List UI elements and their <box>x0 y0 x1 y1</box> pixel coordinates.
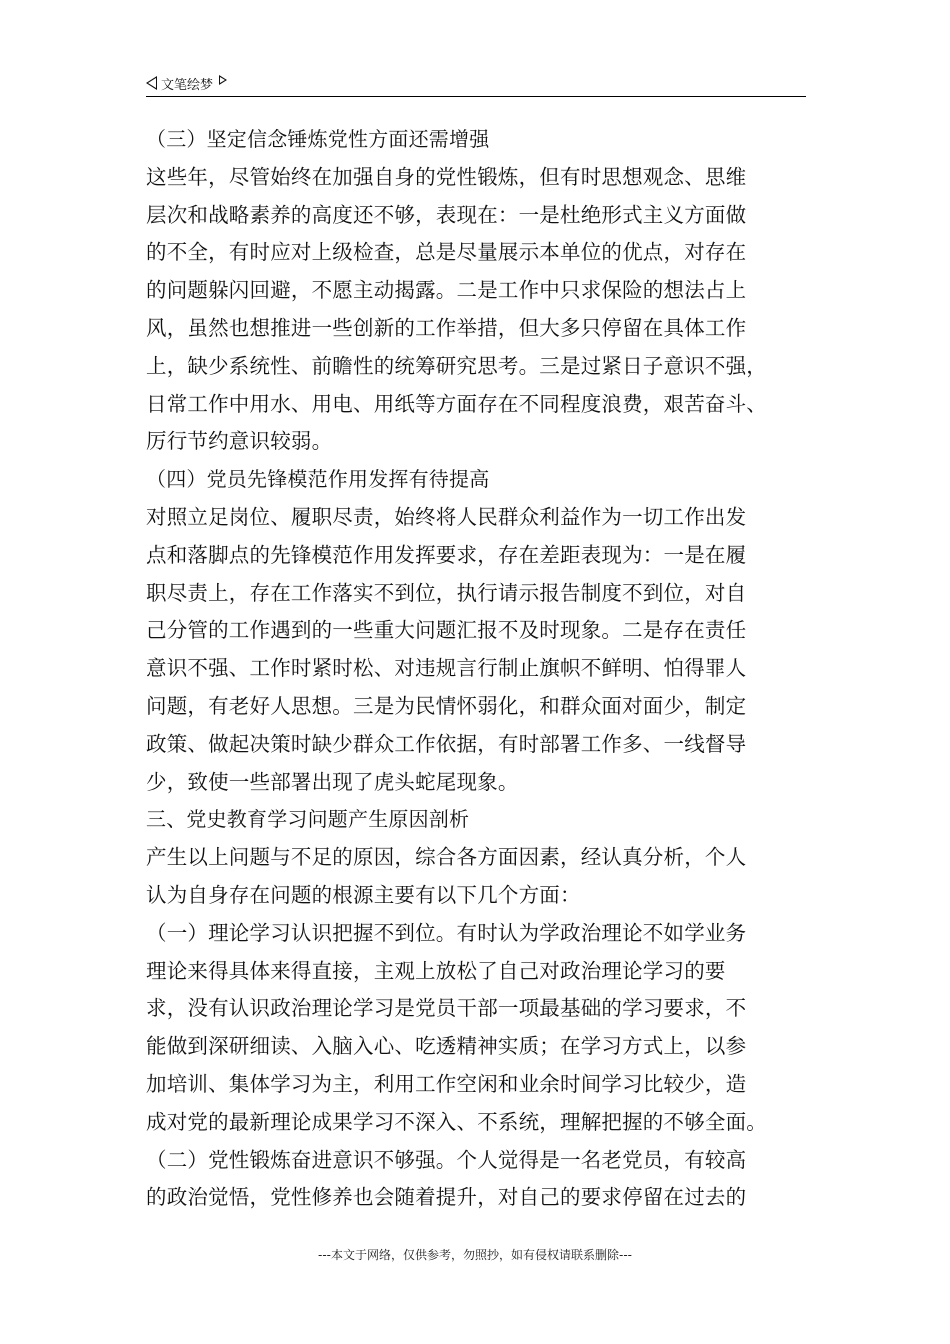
paragraph-line: 产生以上问题与不足的原因，综合各方面因素，经认真分析，个人 <box>146 845 747 870</box>
paragraph-line: 求，没有认识政治理论学习是党员干部一项最基础的学习要求，不 <box>146 996 747 1021</box>
footer-notice: ---本文于网络，仅供参考，勿照抄，如有侵权请联系删除--- <box>318 1248 632 1262</box>
paragraph-line: 理论来得具体来得直接，主观上放松了自己对政治理论学习的要 <box>146 958 726 983</box>
paragraph-line: （二）党性锻炼奋进意识不够强。个人觉得是一名老党员，有较高 <box>146 1147 747 1172</box>
brand-name: 文笔绘梦 <box>161 77 214 93</box>
paragraph-line: 的不全，有时应对上级检查，总是尽量展示本单位的优点，对存在 <box>146 240 747 265</box>
paragraph-line: 上，缺少系统性、前瞻性的统筹研究思考。三是过紧日子意识不强， <box>146 353 767 378</box>
document-body <box>146 121 826 1217</box>
paragraph-line: 点和落脚点的先锋模范作用发挥要求，存在差距表现为：一是在履 <box>146 542 747 567</box>
paragraph-line: 的问题躲闪回避，不愿主动揭露。二是工作中只求保险的想法占上 <box>146 278 747 303</box>
section-heading: （三）坚定信念锤炼党性方面还需增强 <box>146 127 490 151</box>
paragraph-line: 少，致使一些部署出现了虎头蛇尾现象。 <box>146 769 519 794</box>
paragraph-line: 意识不强、工作时紧时松、对违规言行制止旗帜不鲜明、怕得罪人 <box>146 656 747 681</box>
page-header <box>146 72 806 97</box>
paragraph-line: 层次和战略素养的高度还不够，表现在：一是杜绝形式主义方面做 <box>146 202 747 227</box>
paragraph-line: 风，虽然也想推进一些创新的工作举措，但大多只停留在具体工作 <box>146 315 747 340</box>
paragraph-line: 己分管的工作遇到的一些重大问题汇报不及时现象。二是存在责任 <box>146 618 747 643</box>
paragraph-line: 成对党的最新理论成果学习不深入、不系统，理解把握的不够全面。 <box>146 1109 767 1134</box>
paragraph-line: 加培训、集体学习为主，利用工作空闲和业余时间学习比较少，造 <box>146 1071 747 1096</box>
section-heading: 三、党史教育学习问题产生原因剖析 <box>146 807 470 832</box>
paragraph-line: 认为自身存在问题的根源主要有以下几个方面： <box>146 882 581 907</box>
triangle-left-icon <box>146 76 157 90</box>
paragraph-line: 政策、做起决策时缺少群众工作依据，有时部署工作多、一线督导 <box>146 731 747 756</box>
paragraph-line: 的政治觉悟，党性修养也会随着提升，对自己的要求停留在过去的 <box>146 1185 747 1210</box>
triangle-right-icon <box>219 75 227 85</box>
paragraph-line: 能做到深研细读、入脑入心、吃透精神实质；在学习方式上，以参 <box>146 1034 747 1059</box>
paragraph-line: 问题，有老好人思想。三是为民情怀弱化，和群众面对面少，制定 <box>146 693 747 718</box>
paragraph-line: （一）理论学习认识把握不到位。有时认为学政治理论不如学业务 <box>146 920 747 945</box>
paragraph-line: 日常工作中用水、用电、用纸等方面存在不同程度浪费，艰苦奋斗、 <box>146 391 767 416</box>
paragraph-line: 职尽责上，存在工作落实不到位，执行请示报告制度不到位，对自 <box>146 580 747 605</box>
paragraph-line: 对照立足岗位、履职尽责，始终将人民群众利益作为一切工作出发 <box>146 504 747 529</box>
paragraph-line: 厉行节约意识较弱。 <box>146 429 333 454</box>
paragraph-line: 这些年，尽管始终在加强自身的党性锻炼，但有时思想观念、思维 <box>146 164 747 189</box>
section-heading: （四）党员先锋模范作用发挥有待提高 <box>146 467 490 492</box>
